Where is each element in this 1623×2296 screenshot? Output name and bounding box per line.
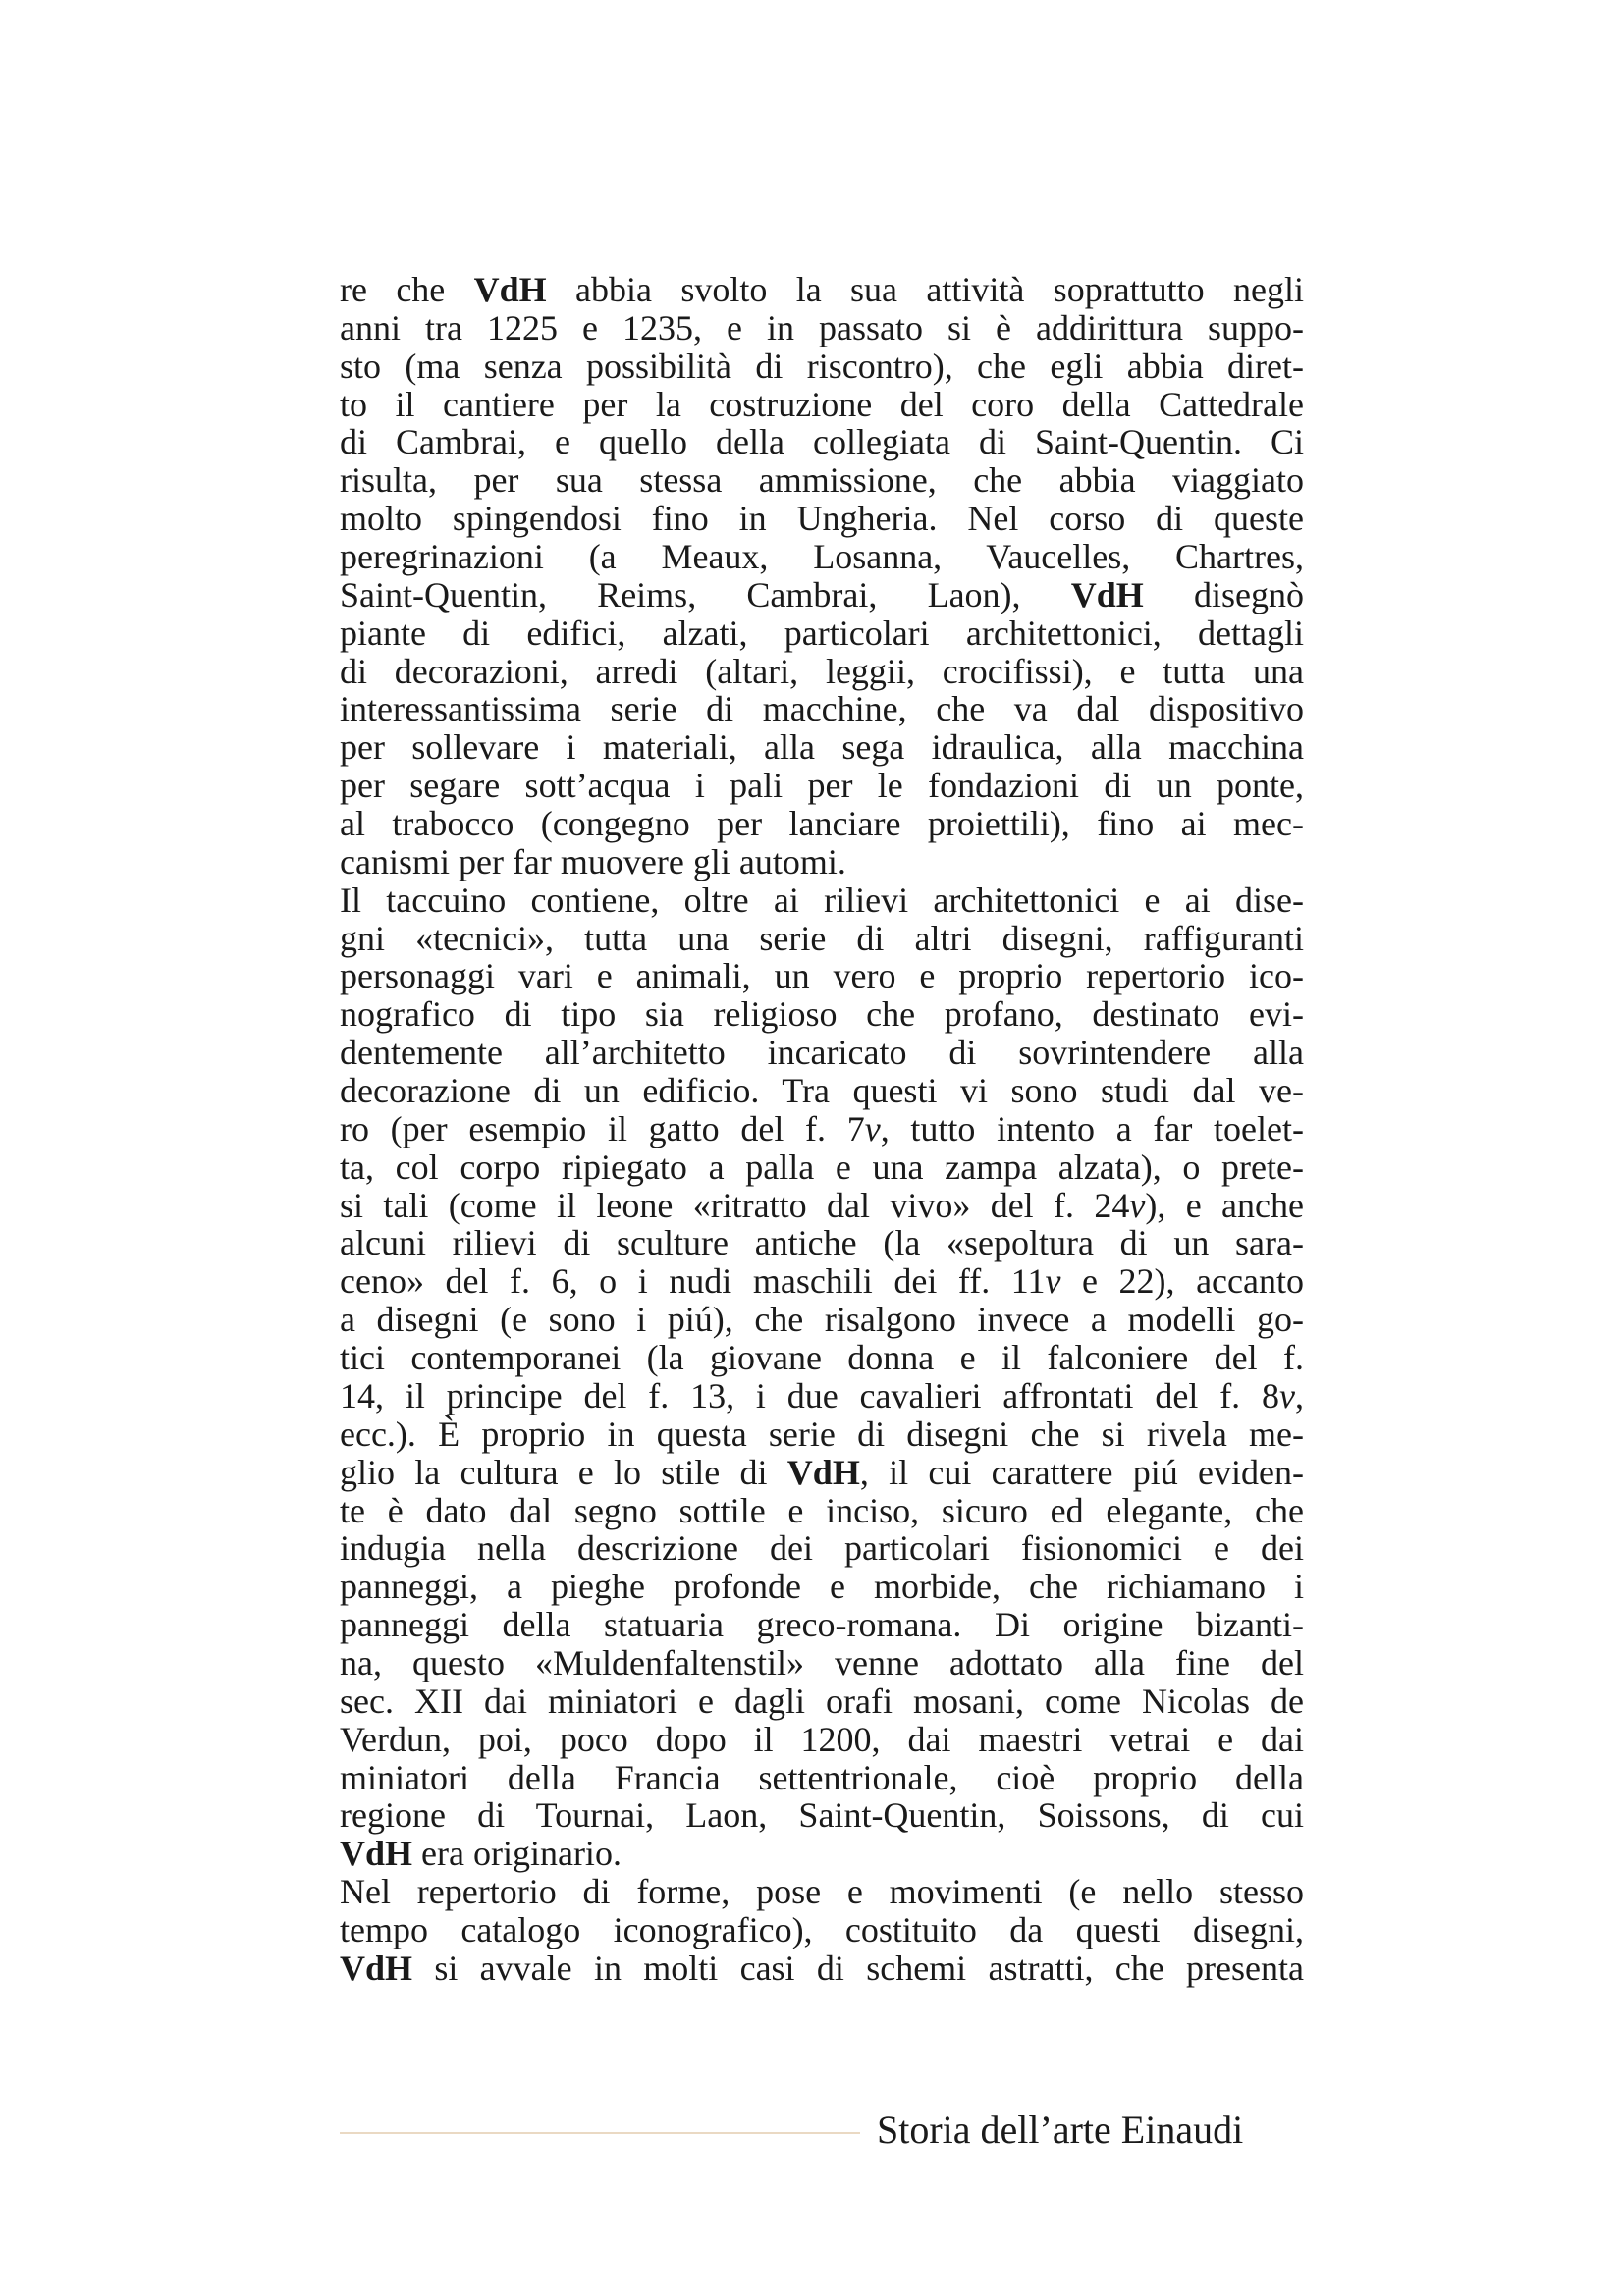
text-run: anni tra 1225 e 1235, e in passato si è addirittura suppo-	[340, 307, 1304, 347]
text-line	[340, 1568, 1304, 1606]
text-line	[340, 1949, 1304, 1988]
text-run: risulta, per sua stessa ammissione, che abbia viaggiato	[340, 460, 1304, 501]
text-run: sec. XII dai miniatori e dagli orafi mosani, come Nicolas de	[340, 1681, 1304, 1721]
text-run: ceno» del f. 6, o i nudi maschili dei ff. 11	[340, 1261, 1046, 1302]
text-run: alcuni rilievi di sculture antiche (la «sepoltura di un sara-	[340, 1223, 1304, 1263]
text-run: Saint-Quentin, Reims, Cambrai, Laon),	[340, 574, 1071, 614]
text-run: dentemente all’architetto incaricato di sovrintendere alla	[340, 1033, 1304, 1073]
text-line	[340, 1415, 1304, 1454]
author-abbrev: VdH	[473, 270, 547, 309]
text-line	[340, 1911, 1304, 1949]
text-line	[340, 1759, 1304, 1797]
text-run: disegnò	[1143, 574, 1304, 614]
folio-verso: v	[1279, 1375, 1295, 1415]
text-line	[340, 653, 1304, 691]
text-run: decorazione di un edificio. Tra questi vi sono studi dal ve-	[340, 1071, 1304, 1111]
text-run: ,	[1295, 1375, 1304, 1415]
text-line	[340, 271, 1304, 309]
text-run: piante di edifici, alzati, particolari architettonici, dettagli	[340, 613, 1304, 653]
text-run: glio la cultura e lo stile di	[340, 1452, 787, 1492]
text-line	[340, 1454, 1304, 1492]
text-run: si avvale in molti casi di schemi astratti, che presenta	[412, 1948, 1304, 1988]
text-run: al trabocco (congegno per lanciare proiettili), fino ai mec-	[340, 804, 1304, 844]
text-run: te è dato dal segno sottile e inciso, sicuro ed elegante, che	[340, 1490, 1304, 1530]
text-run: regione di Tournai, Laon, Saint-Quentin, Soissons, di cui	[340, 1795, 1304, 1836]
text-run: ), e anche	[1145, 1185, 1304, 1225]
text-run: re che	[340, 270, 474, 309]
text-run: di decorazioni, arredi (altari, leggii, crocifissi), e tutta una	[340, 651, 1304, 691]
text-line	[340, 1682, 1304, 1721]
text-line	[340, 1301, 1304, 1339]
text-line	[340, 690, 1304, 728]
folio-verso: v	[864, 1108, 881, 1148]
text-run: panneggi della statuaria greco-romana. Di origine bizanti-	[340, 1605, 1304, 1645]
text-line	[340, 1187, 1304, 1225]
text-line	[340, 1224, 1304, 1262]
text-run: ro (per esempio il gatto del f. 7	[340, 1108, 865, 1148]
text-line	[340, 1492, 1304, 1530]
text-run: e 22), accanto	[1060, 1261, 1304, 1302]
text-run: indugia nella descrizione dei particolari fisionomici e dei	[340, 1528, 1304, 1569]
text-line	[340, 386, 1304, 424]
text-line	[340, 843, 1304, 881]
text-line	[340, 1262, 1304, 1301]
text-line	[340, 538, 1304, 576]
text-line	[340, 1529, 1304, 1568]
text-run: per segare sott’acqua i pali per le fondazioni di un ponte,	[340, 766, 1304, 806]
text-line	[340, 1835, 1304, 1873]
text-run: molto spingendosi fino in Ungheria. Nel corso di queste	[340, 499, 1304, 539]
text-line	[340, 767, 1304, 805]
text-run: Verdun, poi, poco dopo il 1200, dai maestri vetrai e dai	[340, 1719, 1304, 1759]
text-line	[340, 1796, 1304, 1835]
text-run: canismi per far muovere gli automi.	[340, 841, 846, 881]
text-line	[340, 576, 1304, 614]
text-run: nografico di tipo sia religioso che profano, destinato evi-	[340, 994, 1304, 1035]
folio-verso: v	[1045, 1261, 1061, 1302]
text-run: ecc.). È proprio in questa serie di disegni che si rivela me-	[340, 1414, 1304, 1454]
text-line	[340, 881, 1304, 920]
text-line	[340, 614, 1304, 653]
text-run: a disegni (e sono i piú), che risalgono invece a modelli go-	[340, 1300, 1304, 1340]
text-run: , il cui carattere piú eviden-	[859, 1452, 1304, 1492]
text-line	[340, 1721, 1304, 1759]
text-line	[340, 1606, 1304, 1644]
text-run: to il cantiere per la costruzione del coro della Cattedrale	[340, 384, 1304, 424]
text-line	[340, 1644, 1304, 1682]
text-line	[340, 995, 1304, 1034]
text-run: gni «tecnici», tutta una serie di altri disegni, raffiguranti	[340, 918, 1304, 958]
text-run: si tali (come il leone «ritratto dal vivo» del f. 24	[340, 1185, 1130, 1225]
text-line	[340, 461, 1304, 500]
text-run: , tutto intento a far toelet-	[880, 1108, 1305, 1148]
text-run: miniatori della Francia settentrionale, cioè proprio della	[340, 1757, 1304, 1797]
text-run: na, questo «Muldenfaltenstil» venne adottato alla fine del	[340, 1642, 1304, 1682]
text-line	[340, 1339, 1304, 1377]
text-line	[340, 423, 1304, 461]
text-run: Nel repertorio di forme, pose e movimenti (e nello stesso	[340, 1872, 1304, 1912]
text-line	[340, 805, 1304, 843]
text-line	[340, 500, 1304, 538]
author-abbrev: VdH	[340, 1948, 413, 1988]
text-run: era originario.	[412, 1834, 622, 1874]
text-run: personaggi vari e animali, un vero e proprio repertorio ico-	[340, 956, 1304, 996]
text-line	[340, 1110, 1304, 1148]
text-line	[340, 957, 1304, 995]
text-run: tempo catalogo iconografico), costituito da questi disegni,	[340, 1909, 1304, 1949]
folio-verso: v	[1129, 1185, 1146, 1225]
text-run: Il taccuino contiene, oltre ai rilievi architettonici e ai dise-	[340, 880, 1304, 920]
text-run: interessantissima serie di macchine, che va dal dispositivo	[340, 689, 1304, 729]
author-abbrev: VdH	[786, 1452, 860, 1492]
text-run: di Cambrai, e quello della collegiata di Saint-Quentin. Ci	[340, 422, 1304, 462]
footer-title: Storia dell’arte Einaudi	[877, 2108, 1244, 2152]
text-run: abbia svolto la sua attività soprattutto negli	[546, 270, 1305, 309]
text-line	[340, 920, 1304, 958]
author-abbrev: VdH	[1070, 574, 1144, 614]
text-run: panneggi, a pieghe profonde e morbide, che richiamano i	[340, 1567, 1304, 1607]
text-run: ta, col corpo ripiegato a palla e una zampa alzata), o prete-	[340, 1147, 1304, 1187]
text-run: peregrinazioni (a Meaux, Losanna, Vaucelles, Chartres,	[340, 537, 1304, 577]
text-run: tici contemporanei (la giovane donna e il falconiere del f.	[340, 1338, 1304, 1378]
text-line	[340, 1072, 1304, 1110]
text-line	[340, 347, 1304, 386]
text-line	[340, 1873, 1304, 1911]
text-line	[340, 1148, 1304, 1187]
author-abbrev: VdH	[340, 1834, 413, 1874]
text-run: sto (ma senza possibilità di riscontro), che egli abbia diret-	[340, 346, 1304, 386]
text-line	[340, 1377, 1304, 1415]
footer-rule	[340, 2132, 860, 2134]
text-line	[340, 728, 1304, 767]
text-line	[340, 309, 1304, 347]
body-text	[340, 271, 1304, 1988]
text-line	[340, 1034, 1304, 1072]
text-run: per sollevare i materiali, alla sega idraulica, alla macchina	[340, 727, 1304, 768]
text-run: 14, il principe del f. 13, i due cavalieri affrontati del f. 8	[340, 1375, 1280, 1415]
